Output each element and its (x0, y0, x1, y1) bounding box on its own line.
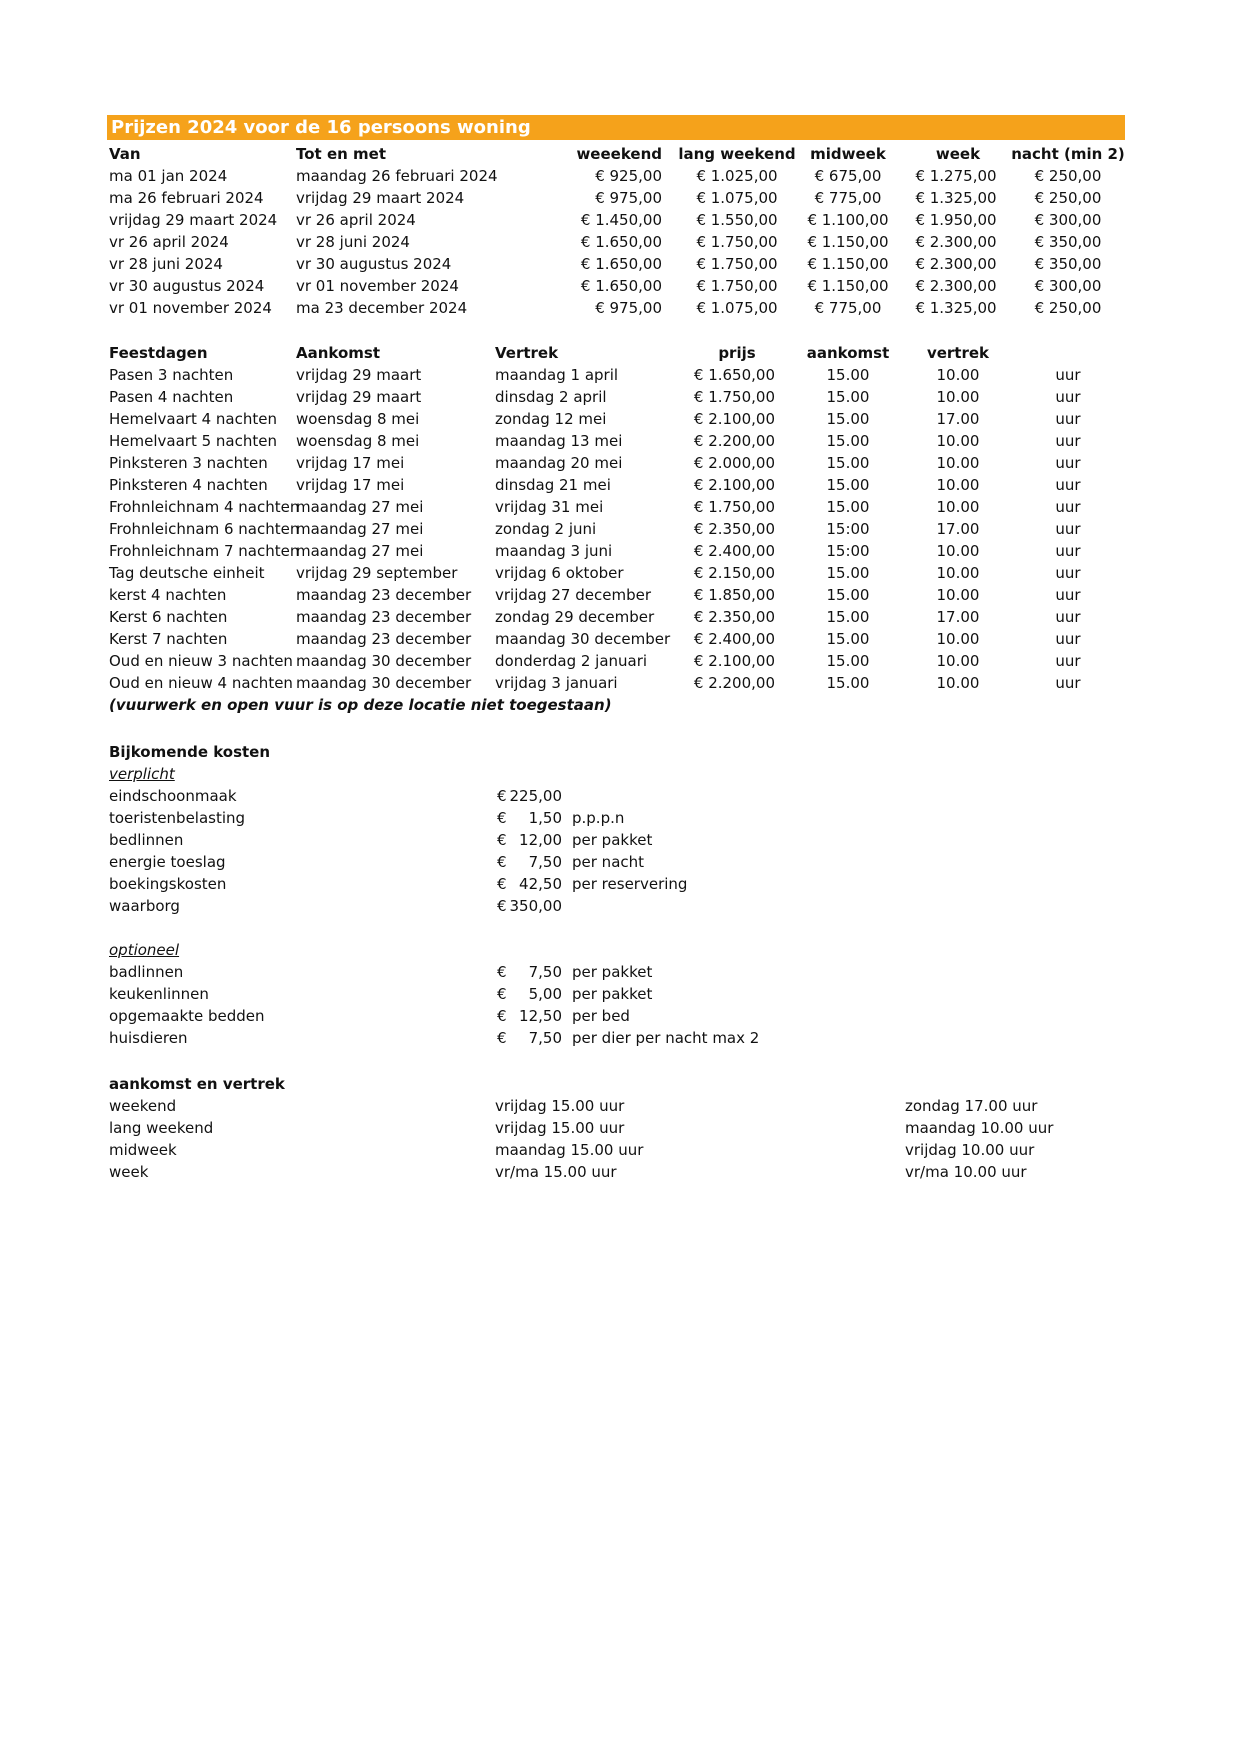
holiday-cell-arrival-date: maandag 23 december (296, 586, 472, 604)
arrival-period: weekend (109, 1097, 177, 1115)
holiday-cell-holiday: Hemelvaart 4 nachten (109, 410, 277, 428)
holiday-cell-arrival-time: 15.00 (826, 432, 870, 450)
arrival-title-row (0, 1073, 1240, 1095)
holiday-cell-unit: uur (1055, 476, 1081, 494)
holiday-table-row (0, 452, 1240, 474)
holiday-cell-arrival-time: 15.00 (826, 564, 870, 582)
cost-unit: per pakket (572, 963, 653, 981)
holiday-table-row (0, 606, 1240, 628)
holiday-cell-arrival-date: maandag 30 december (296, 652, 472, 670)
holiday-table-row (0, 628, 1240, 650)
price-cell-from: vr 01 november 2024 (109, 299, 272, 317)
cost-currency: € (497, 809, 507, 827)
holiday-cell-departure-time: 10.00 (936, 432, 980, 450)
holiday-cell-arrival-time: 15.00 (826, 388, 870, 406)
price-cell-midweek: € 775,00 (814, 189, 882, 207)
holiday-cell-unit: uur (1055, 388, 1081, 406)
holiday-cell-departure-time: 10.00 (936, 586, 980, 604)
holiday-cell-departure-time: 10.00 (936, 388, 980, 406)
cost-unit: per nacht (572, 853, 645, 871)
arrival-row (0, 1161, 1240, 1183)
holiday-cell-price: € 1.750,00 (693, 498, 775, 516)
price-cell-night: € 250,00 (1034, 189, 1102, 207)
holiday-header-departure-time: vertrek (926, 344, 990, 362)
holiday-cell-price: € 2.400,00 (693, 630, 775, 648)
holiday-table-row (0, 474, 1240, 496)
mandatory-cost-row (0, 895, 1240, 917)
price-cell-weekend: € 1.450,00 (580, 211, 662, 229)
holiday-cell-arrival-date: maandag 23 december (296, 630, 472, 648)
holiday-cell-price: € 2.100,00 (693, 410, 775, 428)
holiday-cell-arrival-date: woensdag 8 mei (296, 432, 420, 450)
cost-name: boekingskosten (109, 875, 227, 893)
cost-amount: 7,50 (528, 963, 562, 981)
optional-label-row (0, 939, 1240, 961)
holiday-header-holiday: Feestdagen (109, 344, 208, 362)
holiday-cell-arrival-time: 15.00 (826, 630, 870, 648)
holiday-cell-departure-date: vrijdag 6 oktober (495, 564, 624, 582)
cost-currency: € (497, 1029, 507, 1047)
holiday-table-row (0, 650, 1240, 672)
price-table-row (0, 231, 1240, 253)
holiday-cell-unit: uur (1055, 542, 1081, 560)
holiday-cell-holiday: Pasen 4 nachten (109, 388, 234, 406)
holiday-cell-departure-time: 10.00 (936, 454, 980, 472)
holiday-cell-arrival-time: 15.00 (826, 410, 870, 428)
arrival-period: lang weekend (109, 1119, 214, 1137)
holiday-cell-holiday: Pinksteren 4 nachten (109, 476, 268, 494)
holiday-cell-departure-date: zondag 12 mei (495, 410, 607, 428)
price-cell-until: ma 23 december 2024 (296, 299, 468, 317)
title-bar (107, 115, 1125, 140)
price-cell-midweek: € 775,00 (814, 299, 882, 317)
cost-amount: 7,50 (528, 853, 562, 871)
holiday-cell-arrival-time: 15.00 (826, 454, 870, 472)
holiday-cell-arrival-time: 15.00 (826, 608, 870, 626)
holiday-cell-holiday: Kerst 6 nachten (109, 608, 228, 626)
holiday-cell-arrival-date: maandag 27 mei (296, 498, 424, 516)
holiday-cell-price: € 2.200,00 (693, 432, 775, 450)
cost-currency: € (497, 787, 507, 805)
holiday-cell-price: € 2.350,00 (693, 520, 775, 538)
costs-title-row (0, 741, 1240, 763)
holiday-cell-holiday: Frohnleichnam 4 nachten (109, 498, 300, 516)
holiday-cell-holiday: Hemelvaart 5 nachten (109, 432, 277, 450)
price-table-row (0, 187, 1240, 209)
cost-name: energie toeslag (109, 853, 226, 871)
cost-name: huisdieren (109, 1029, 188, 1047)
optional-label: optioneel (109, 941, 180, 959)
holiday-cell-unit: uur (1055, 520, 1081, 538)
optional-cost-row (0, 1027, 1240, 1049)
price-cell-weekend: € 1.650,00 (580, 277, 662, 295)
price-cell-night: € 300,00 (1034, 211, 1102, 229)
holiday-cell-price: € 2.100,00 (693, 652, 775, 670)
price-cell-until: vr 28 juni 2024 (296, 233, 410, 251)
arrival-period: midweek (109, 1141, 177, 1159)
cost-name: eindschoonmaak (109, 787, 237, 805)
price-cell-weekend: € 925,00 (595, 167, 662, 185)
holiday-cell-departure-date: dinsdag 21 mei (495, 476, 611, 494)
price-cell-night: € 250,00 (1034, 167, 1102, 185)
holiday-header-price: prijs (718, 344, 756, 362)
cost-amount: 12,50 (519, 1007, 562, 1025)
cost-amount: 5,00 (528, 985, 562, 1003)
holiday-cell-departure-date: vrijdag 27 december (495, 586, 651, 604)
cost-amount: 1,50 (528, 809, 562, 827)
optional-cost-row (0, 1005, 1240, 1027)
price-cell-week: € 1.325,00 (915, 299, 997, 317)
holiday-cell-departure-time: 10.00 (936, 674, 980, 692)
price-cell-from: vr 26 april 2024 (109, 233, 229, 251)
holiday-cell-price: € 2.350,00 (693, 608, 775, 626)
holiday-cell-unit: uur (1055, 454, 1081, 472)
holiday-table-row (0, 540, 1240, 562)
holiday-table-row (0, 430, 1240, 452)
holiday-cell-unit: uur (1055, 366, 1081, 384)
holiday-cell-unit: uur (1055, 652, 1081, 670)
holiday-cell-departure-date: maandag 3 juni (495, 542, 613, 560)
price-cell-long-weekend: € 1.075,00 (696, 299, 778, 317)
price-header-weekend: weeekend (576, 145, 662, 163)
departure-time: vr/ma 10.00 uur (905, 1163, 1027, 1181)
holiday-header-arrival-time: aankomst (806, 344, 890, 362)
price-table-header (0, 143, 1240, 165)
cost-currency: € (497, 853, 507, 871)
costs-title: Bijkomende kosten (109, 743, 271, 761)
price-cell-night: € 350,00 (1034, 255, 1102, 273)
price-cell-midweek: € 1.100,00 (807, 211, 889, 229)
cost-amount: 7,50 (528, 1029, 562, 1047)
holiday-cell-unit: uur (1055, 498, 1081, 516)
arrival-row (0, 1095, 1240, 1117)
holiday-cell-arrival-time: 15.00 (826, 586, 870, 604)
holiday-header-departure-date: Vertrek (495, 344, 559, 362)
holiday-cell-departure-time: 10.00 (936, 630, 980, 648)
price-cell-from: vrijdag 29 maart 2024 (109, 211, 278, 229)
price-cell-long-weekend: € 1.075,00 (696, 189, 778, 207)
holiday-cell-departure-date: dinsdag 2 april (495, 388, 607, 406)
cost-unit: per reservering (572, 875, 688, 893)
holiday-cell-arrival-date: vrijdag 17 mei (296, 476, 405, 494)
holiday-cell-price: € 2.400,00 (693, 542, 775, 560)
mandatory-cost-row (0, 785, 1240, 807)
page-title: Prijzen 2024 voor de 16 persoons woning (111, 117, 531, 138)
holiday-cell-arrival-time: 15:00 (826, 542, 870, 560)
holiday-cell-arrival-date: maandag 27 mei (296, 542, 424, 560)
price-cell-until: maandag 26 februari 2024 (296, 167, 498, 185)
mandatory-cost-row (0, 807, 1240, 829)
cost-currency: € (497, 897, 507, 915)
mandatory-cost-row (0, 873, 1240, 895)
price-cell-week: € 1.325,00 (915, 189, 997, 207)
holiday-cell-holiday: Pasen 3 nachten (109, 366, 234, 384)
price-cell-until: vr 26 april 2024 (296, 211, 416, 229)
arrival-time: maandag 15.00 uur (495, 1141, 644, 1159)
holiday-cell-departure-time: 10.00 (936, 652, 980, 670)
holiday-cell-arrival-time: 15:00 (826, 520, 870, 538)
optional-cost-row (0, 961, 1240, 983)
price-cell-night: € 300,00 (1034, 277, 1102, 295)
holiday-table-row (0, 672, 1240, 694)
holiday-cell-price: € 2.200,00 (693, 674, 775, 692)
holiday-cell-holiday: Kerst 7 nachten (109, 630, 228, 648)
price-cell-night: € 250,00 (1034, 299, 1102, 317)
cost-name: toeristenbelasting (109, 809, 246, 827)
holiday-cell-departure-time: 17.00 (936, 608, 980, 626)
holiday-cell-holiday: Frohnleichnam 7 nachten (109, 542, 300, 560)
holiday-cell-departure-date: zondag 2 juni (495, 520, 597, 538)
price-cell-midweek: € 1.150,00 (807, 233, 889, 251)
price-cell-long-weekend: € 1.750,00 (696, 233, 778, 251)
holiday-cell-departure-time: 10.00 (936, 564, 980, 582)
price-cell-weekend: € 975,00 (595, 299, 662, 317)
cost-currency: € (497, 1007, 507, 1025)
price-cell-weekend: € 1.650,00 (580, 255, 662, 273)
price-cell-week: € 1.950,00 (915, 211, 997, 229)
price-cell-midweek: € 1.150,00 (807, 255, 889, 273)
holiday-header-arrival-date: Aankomst (296, 344, 381, 362)
arrival-row (0, 1139, 1240, 1161)
price-cell-weekend: € 1.650,00 (580, 233, 662, 251)
price-cell-night: € 350,00 (1034, 233, 1102, 251)
cost-amount: 225,00 (509, 787, 562, 805)
holiday-cell-departure-date: zondag 29 december (495, 608, 655, 626)
price-header-week: week (935, 145, 981, 163)
cost-currency: € (497, 831, 507, 849)
price-cell-week: € 2.300,00 (915, 233, 997, 251)
departure-time: maandag 10.00 uur (905, 1119, 1054, 1137)
holiday-cell-arrival-date: vrijdag 29 maart (296, 366, 422, 384)
cost-currency: € (497, 875, 507, 893)
cost-unit: per bed (572, 1007, 630, 1025)
cost-name: badlinnen (109, 963, 184, 981)
holiday-cell-departure-date: maandag 30 december (495, 630, 671, 648)
cost-unit: per pakket (572, 831, 653, 849)
cost-name: keukenlinnen (109, 985, 209, 1003)
departure-time: zondag 17.00 uur (905, 1097, 1038, 1115)
holiday-cell-holiday: Tag deutsche einheit (109, 564, 265, 582)
holiday-cell-unit: uur (1055, 432, 1081, 450)
holiday-cell-departure-time: 10.00 (936, 476, 980, 494)
holiday-table-row (0, 408, 1240, 430)
holiday-cell-arrival-time: 15.00 (826, 674, 870, 692)
arrival-period: week (109, 1163, 149, 1181)
holiday-cell-price: € 1.850,00 (693, 586, 775, 604)
price-table-row (0, 275, 1240, 297)
price-cell-until: vrijdag 29 maart 2024 (296, 189, 465, 207)
mandatory-cost-row (0, 829, 1240, 851)
cost-amount: 350,00 (509, 897, 562, 915)
holiday-cell-departure-date: vrijdag 31 mei (495, 498, 604, 516)
holiday-table-header (0, 342, 1240, 364)
price-table-row (0, 297, 1240, 319)
holiday-cell-arrival-date: maandag 30 december (296, 674, 472, 692)
holiday-cell-holiday: Oud en nieuw 4 nachten (109, 674, 293, 692)
departure-time: vrijdag 10.00 uur (905, 1141, 1035, 1159)
holiday-cell-departure-date: donderdag 2 januari (495, 652, 648, 670)
optional-cost-row (0, 983, 1240, 1005)
price-cell-until: vr 30 augustus 2024 (296, 255, 452, 273)
cost-amount: 12,00 (519, 831, 562, 849)
price-table-row (0, 209, 1240, 231)
price-cell-midweek: € 675,00 (814, 167, 882, 185)
cost-currency: € (497, 963, 507, 981)
mandatory-label: verplicht (109, 765, 175, 783)
holiday-cell-arrival-time: 15.00 (826, 476, 870, 494)
price-cell-midweek: € 1.150,00 (807, 277, 889, 295)
mandatory-cost-row (0, 851, 1240, 873)
holiday-cell-arrival-date: vrijdag 29 september (296, 564, 458, 582)
holiday-cell-departure-time: 10.00 (936, 542, 980, 560)
arrival-time: vrijdag 15.00 uur (495, 1097, 625, 1115)
arrival-time: vrijdag 15.00 uur (495, 1119, 625, 1137)
holiday-cell-departure-date: maandag 1 april (495, 366, 619, 384)
price-cell-long-weekend: € 1.025,00 (696, 167, 778, 185)
holiday-cell-arrival-date: maandag 23 december (296, 608, 472, 626)
price-header-night: nacht (min 2) (1011, 145, 1125, 163)
holiday-cell-unit: uur (1055, 630, 1081, 648)
price-cell-long-weekend: € 1.750,00 (696, 255, 778, 273)
price-header-until: Tot en met (296, 145, 386, 163)
price-table-row (0, 253, 1240, 275)
price-header-from: Van (109, 145, 141, 163)
holiday-cell-holiday: Oud en nieuw 3 nachten (109, 652, 293, 670)
holiday-table-row (0, 518, 1240, 540)
holiday-table-row (0, 364, 1240, 386)
mandatory-label-row (0, 763, 1240, 785)
holiday-cell-unit: uur (1055, 674, 1081, 692)
holiday-cell-price: € 1.750,00 (693, 388, 775, 406)
holiday-cell-price: € 1.650,00 (693, 366, 775, 384)
arrival-time: vr/ma 15.00 uur (495, 1163, 617, 1181)
price-header-midweek: midweek (810, 145, 886, 163)
price-cell-week: € 2.300,00 (915, 277, 997, 295)
holiday-cell-holiday: kerst 4 nachten (109, 586, 227, 604)
holiday-note: (vuurwerk en open vuur is op deze locatie niet toegestaan) (109, 696, 612, 714)
cost-currency: € (497, 985, 507, 1003)
cost-name: bedlinnen (109, 831, 184, 849)
arrival-title: aankomst en vertrek (109, 1075, 285, 1093)
holiday-cell-holiday: Pinksteren 3 nachten (109, 454, 268, 472)
price-cell-from: vr 30 augustus 2024 (109, 277, 265, 295)
price-cell-week: € 2.300,00 (915, 255, 997, 273)
holiday-table-row (0, 584, 1240, 606)
holiday-cell-price: € 2.100,00 (693, 476, 775, 494)
holiday-cell-departure-time: 17.00 (936, 520, 980, 538)
price-header-long-weekend: lang weekend (678, 145, 796, 163)
holiday-cell-unit: uur (1055, 608, 1081, 626)
price-table-row (0, 165, 1240, 187)
holiday-cell-arrival-time: 15.00 (826, 498, 870, 516)
price-cell-from: ma 01 jan 2024 (109, 167, 228, 185)
holiday-cell-unit: uur (1055, 410, 1081, 428)
holiday-cell-unit: uur (1055, 586, 1081, 604)
price-cell-long-weekend: € 1.550,00 (696, 211, 778, 229)
holiday-table-row (0, 562, 1240, 584)
holiday-cell-price: € 2.000,00 (693, 454, 775, 472)
holiday-cell-arrival-time: 15.00 (826, 652, 870, 670)
cost-unit: p.p.p.n (572, 809, 625, 827)
price-cell-week: € 1.275,00 (915, 167, 997, 185)
holiday-cell-arrival-date: vrijdag 29 maart (296, 388, 422, 406)
holiday-cell-arrival-time: 15.00 (826, 366, 870, 384)
holiday-table-row (0, 496, 1240, 518)
holiday-cell-price: € 2.150,00 (693, 564, 775, 582)
arrival-row (0, 1117, 1240, 1139)
holiday-cell-departure-time: 17.00 (936, 410, 980, 428)
holiday-cell-departure-date: maandag 13 mei (495, 432, 623, 450)
holiday-cell-arrival-date: woensdag 8 mei (296, 410, 420, 428)
holiday-note-row (0, 694, 1240, 716)
holiday-table-row (0, 386, 1240, 408)
holiday-cell-departure-date: maandag 20 mei (495, 454, 623, 472)
cost-unit: per pakket (572, 985, 653, 1003)
holiday-cell-unit: uur (1055, 564, 1081, 582)
price-cell-from: vr 28 juni 2024 (109, 255, 223, 273)
price-cell-until: vr 01 november 2024 (296, 277, 459, 295)
price-cell-from: ma 26 februari 2024 (109, 189, 264, 207)
cost-amount: 42,50 (519, 875, 562, 893)
holiday-cell-departure-time: 10.00 (936, 498, 980, 516)
cost-name: waarborg (109, 897, 180, 915)
cost-unit: per dier per nacht max 2 (572, 1029, 760, 1047)
price-cell-long-weekend: € 1.750,00 (696, 277, 778, 295)
cost-name: opgemaakte bedden (109, 1007, 265, 1025)
holiday-cell-departure-date: vrijdag 3 januari (495, 674, 618, 692)
holiday-cell-holiday: Frohnleichnam 6 nachten (109, 520, 300, 538)
price-cell-weekend: € 975,00 (595, 189, 662, 207)
holiday-cell-arrival-date: maandag 27 mei (296, 520, 424, 538)
holiday-cell-departure-time: 10.00 (936, 366, 980, 384)
holiday-cell-arrival-date: vrijdag 17 mei (296, 454, 405, 472)
